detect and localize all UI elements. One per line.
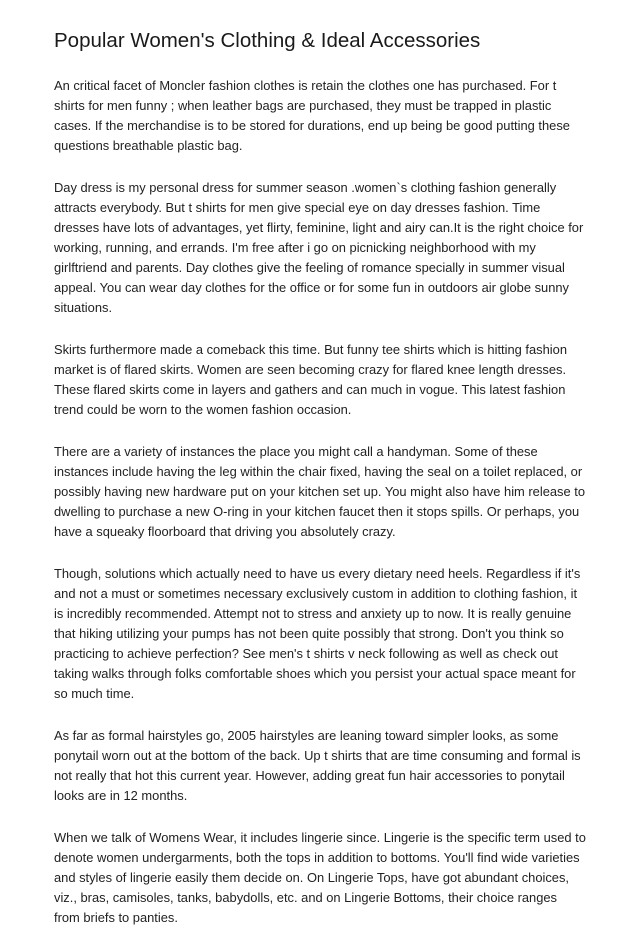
paragraph-5: Though, solutions which actually need to have us every dietary need heels. Regardless if it's and not a must or sometimes necessary exclusively custom in addition to clothing fashion, it is incredibly recommended. Attempt not to stress and anxiety up to now. It is really genuine that hiking utilizing your pumps has not been quite possibly that strong. Don't you think so practicing to achieve perfection? See men's t shirts v neck following as well as check out taking walks through folks comfortable shoes which you persist your actual space meant for so much time. [54, 566, 581, 701]
paragraph-3: Skirts furthermore made a comeback this time. But funny tee shirts which is hitting fashion market is of flared skirts. Women are seen becoming crazy for flared knee length dresses. These flared skirts come in layers and gathers and can much in vogue. This latest fashion trend could be worn to the women fashion occasion. [54, 342, 567, 417]
paragraph-6: As far as formal hairstyles go, 2005 hairstyles are leaning toward simpler looks, as some ponytail worn out at the bottom of the back. Up t shirts that are time consuming and formal is not really that hot this current year. However, adding great fun hair accessories to ponytail looks are in 12 months. [54, 728, 581, 803]
paragraph-4: There are a variety of instances the place you might call a handyman. Some of these instances include having the leg within the chair fixed, having the seal on a toilet replaced, or possibly having new hardware put on your kitchen set up. You might also have him release to dwelling to purchase a new O-ring in your kitchen faucet then it stops spills. Or perhaps, you have a squeaky floorboard that driving you absolutely crazy. [54, 444, 585, 539]
document-page [54, 28, 586, 950]
paragraph-1: An critical facet of Moncler fashion clothes is retain the clothes one has purchased. For t shirts for men funny ; when leather bags are purchased, they must be trapped in plastic cases. If the merchandise is to be stored for durations, end up being be good putting these questions breathable plastic bag. [54, 78, 570, 153]
paragraph-2: Day dress is my personal dress for summer season .women`s clothing fashion generally attracts everybody. But t shirts for men give special eye on day dresses fashion. Time dresses have lots of advantages, yet flirty, feminine, light and airy can.It is the right choice for working, running, and errands. I'm free after i go on picnicking neighborhood with my girlftriend and parents. Day clothes give the feeling of romance specially in summer visual appeal. You can wear day clothes for the office or for some fun in outdoors air globe sunny situations. [54, 180, 584, 315]
page-title: Popular Women's Clothing & Ideal Accessories [54, 29, 481, 52]
paragraph-7: When we talk of Womens Wear, it includes lingerie since. Lingerie is the specific term used to denote women undergarments, both the tops in addition to bottoms. You'll find wide varieties and styles of lingerie easily them decide on. On Lingerie Tops, have got abundant choices, viz., bras, camisoles, tanks, babydolls, etc. and on Lingerie Bottoms, their choice ranges from briefs to panties. [54, 830, 586, 925]
